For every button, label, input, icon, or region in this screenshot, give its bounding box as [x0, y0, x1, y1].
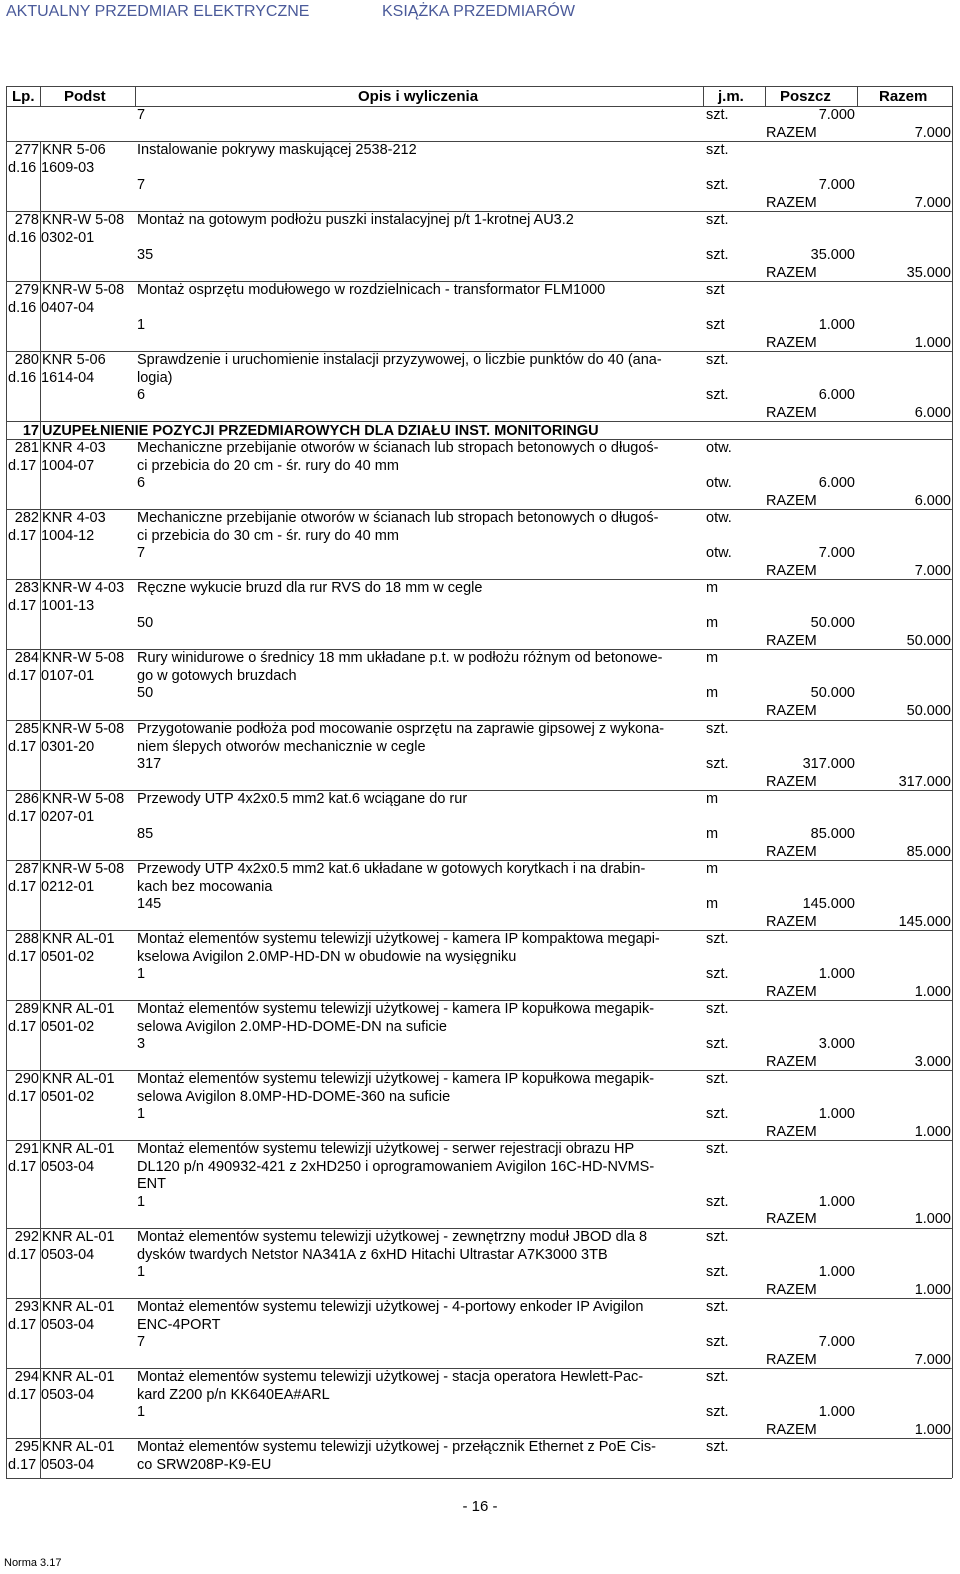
item-razem: 1.000: [914, 1421, 951, 1438]
item-razem: 35.000: [906, 264, 951, 281]
item-division: d.17: [8, 738, 37, 755]
item-division: d.17: [8, 948, 37, 965]
page-number: - 16 -: [462, 1498, 498, 1515]
item-description-line: kach bez mocowania: [137, 878, 273, 895]
item-description-line: Instalowanie pokrywy maskującej 2538-212: [137, 142, 417, 158]
item-lp: 289: [14, 1001, 39, 1017]
item-poszcz: 7.000: [818, 177, 855, 193]
item-unit: szt.: [706, 1071, 729, 1087]
item-description-line: logia): [137, 369, 173, 386]
razem-label: RAZEM: [766, 194, 817, 211]
item-description-line: Sprawdzenie i uruchomienie instalacji przyzywowej, o liczbie punktów do 40 (ana-: [137, 352, 662, 368]
item-basis-code: 0501-02: [41, 948, 95, 965]
item-basis-code: 0503-04: [41, 1386, 95, 1403]
item-division: d.17: [8, 457, 37, 474]
razem-label: RAZEM: [766, 843, 817, 860]
item-division: d.17: [8, 878, 37, 895]
item-razem: 3.000: [914, 1053, 951, 1070]
item-description-line: kselowa Avigilon 2.0MP-HD-DN w obudowie na wysięgniku: [137, 948, 517, 965]
item-poszcz: 3.000: [818, 1036, 855, 1052]
item-division: d.17: [8, 527, 37, 544]
item-division: d.16: [8, 299, 37, 316]
item-quantity: 317: [137, 756, 162, 772]
item-description-line: ENT: [137, 1176, 166, 1192]
item-description-line: Montaż elementów systemu telewizji użytkowej - stacja operatora Hewlett-Pac-: [137, 1369, 644, 1385]
column-header-2: Opis i wyliczenia: [358, 88, 479, 105]
item-basis-code: 0212-01: [41, 878, 95, 895]
item-quantity-unit: szt: [706, 317, 725, 333]
razem-label: RAZEM: [766, 702, 817, 719]
item-quantity: 50: [137, 615, 154, 631]
item-basis-code: 0407-04: [41, 299, 95, 316]
item-description-line: ci przebicia do 30 cm - śr. rury do 40 mm: [137, 527, 399, 544]
item-description-line: Montaż elementów systemu telewizji użytkowej - kamera IP kopułkowa megapik-: [137, 1001, 655, 1017]
item-description-line: ENC-4PORT: [137, 1316, 221, 1333]
item-basis: KNR AL-01: [42, 1141, 115, 1157]
item-description-line: Montaż elementów systemu telewizji użytkowej - kamera IP kopułkowa megapik-: [137, 1071, 655, 1087]
item-quantity-unit: m: [706, 896, 719, 912]
item-description-line: Przygotowanie podłoża pod mocowanie osprzętu na zaprawie gipsowej z wykona-: [137, 721, 665, 737]
item-basis-code: 1614-04: [41, 369, 95, 386]
item-lp: 278: [14, 212, 39, 228]
item-poszcz: 1.000: [818, 966, 855, 982]
section-number: 17: [22, 423, 39, 439]
item-quantity: 35: [137, 247, 154, 263]
item-unit: otw.: [706, 440, 732, 456]
item-division: d.17: [8, 1158, 37, 1175]
item-razem: 50.000: [906, 632, 951, 649]
item-description-line: niem ślepych otworów mechanicznie w cegle: [137, 738, 426, 755]
item-basis: KNR AL-01: [42, 931, 115, 947]
item-basis: KNR 4-03: [42, 440, 106, 456]
item-description-line: selowa Avigilon 2.0MP-HD-DOME-DN na suficie: [137, 1018, 447, 1035]
item-quantity: 1: [137, 317, 146, 333]
item-division: d.17: [8, 1088, 37, 1105]
item-lp: 279: [14, 282, 39, 298]
item-division: d.16: [8, 369, 37, 386]
razem-label: RAZEM: [766, 492, 817, 509]
item-poszcz: 6.000: [818, 387, 855, 403]
item-basis-code: 1001-13: [41, 597, 95, 614]
item-basis-code: 0503-04: [41, 1456, 95, 1473]
item-quantity-unit: otw.: [706, 475, 732, 491]
item-unit: otw.: [706, 510, 732, 526]
razem-label: RAZEM: [766, 632, 817, 649]
item-lp: 280: [14, 352, 39, 368]
item-division: d.17: [8, 1316, 37, 1333]
item-description-line: Mechaniczne przebijanie otworów w ścianach lub stropach betonowych o długoś-: [137, 510, 659, 526]
item-division: d.17: [8, 808, 37, 825]
item-lp: 292: [14, 1229, 39, 1245]
item-quantity-unit: szt.: [706, 1404, 729, 1420]
item-lp: 285: [14, 721, 39, 737]
item-description-line: selowa Avigilon 8.0MP-HD-DOME-360 na suficie: [137, 1088, 451, 1105]
razem-label: RAZEM: [766, 404, 817, 421]
item-lp: 281: [14, 440, 39, 456]
item-quantity: 7: [137, 1334, 146, 1350]
item-unit: m: [706, 650, 719, 666]
item-lp: 283: [14, 580, 39, 596]
item-description-line: ci przebicia do 20 cm - śr. rury do 40 mm: [137, 457, 399, 474]
column-header-1: Podst: [64, 88, 106, 105]
item-description-line: Przewody UTP 4x2x0.5 mm2 kat.6 układane w gotowych korytkach i na drabin-: [137, 861, 646, 877]
item-basis-code: 0501-02: [41, 1088, 95, 1105]
item-division: d.17: [8, 1386, 37, 1403]
column-header-0: Lp.: [12, 88, 35, 105]
item-poszcz: 317.000: [802, 756, 855, 772]
item-quantity-unit: otw.: [706, 545, 732, 561]
item-basis-code: 0503-04: [41, 1158, 95, 1175]
item-basis-code: 0301-20: [41, 738, 95, 755]
item-unit: szt.: [706, 142, 729, 158]
item-lp: 288: [14, 931, 39, 947]
item-unit: szt.: [706, 931, 729, 947]
item-poszcz: 1.000: [818, 1193, 855, 1210]
item-razem: 85.000: [906, 843, 951, 860]
item-description-line: Montaż elementów systemu telewizji użytkowej - przełącznik Ethernet z PoE Cis-: [137, 1439, 656, 1455]
item-basis: KNR-W 5-08: [42, 282, 125, 298]
item-poszcz: 1.000: [818, 1404, 855, 1420]
carry-unit: szt.: [706, 107, 729, 123]
column-separator: [40, 1140, 41, 1228]
item-quantity-unit: szt.: [706, 1334, 729, 1350]
item-unit: szt.: [706, 1299, 729, 1315]
item-basis-code: 0107-01: [41, 667, 95, 684]
row-separator: [6, 1478, 952, 1479]
item-division: d.17: [8, 597, 37, 614]
column-separator: [40, 86, 41, 106]
column-header-3: j.m.: [718, 88, 744, 105]
item-unit: szt.: [706, 212, 729, 228]
item-description-line: Montaż elementów systemu telewizji użytkowej - serwer rejestracji obrazu HP: [137, 1141, 635, 1157]
item-quantity-unit: szt.: [706, 247, 729, 263]
item-basis: KNR-W 5-08: [42, 721, 125, 737]
item-basis: KNR AL-01: [42, 1071, 115, 1087]
header-right: KSIĄŻKA PRZEDMIARÓW: [382, 3, 575, 20]
item-razem: 50.000: [906, 702, 951, 719]
item-razem: 7.000: [914, 194, 951, 211]
item-basis-code: 0503-04: [41, 1246, 95, 1263]
item-quantity-unit: szt.: [706, 966, 729, 982]
item-razem: 6.000: [914, 404, 951, 421]
item-division: d.17: [8, 1456, 37, 1473]
item-description-line: Rury winidurowe o średnicy 18 mm układane p.t. w podłożu różnym od betonowe-: [137, 650, 663, 666]
item-poszcz: 1.000: [818, 1106, 855, 1122]
item-basis: KNR-W 5-08: [42, 791, 125, 807]
item-razem: 317.000: [898, 773, 951, 790]
item-quantity-unit: m: [706, 615, 719, 631]
item-quantity: 6: [137, 387, 146, 403]
razem-label: RAZEM: [766, 913, 817, 930]
item-quantity: 6: [137, 475, 146, 491]
column-header-4: Poszcz: [780, 88, 831, 105]
item-poszcz: 6.000: [818, 475, 855, 491]
item-basis: KNR-W 5-08: [42, 861, 125, 877]
item-quantity: 3: [137, 1036, 146, 1052]
item-poszcz: 50.000: [810, 685, 855, 701]
item-basis-code: 1004-12: [41, 527, 95, 544]
razem-label: RAZEM: [766, 562, 817, 579]
item-basis: KNR 4-03: [42, 510, 106, 526]
item-unit: m: [706, 580, 719, 596]
razem-label: RAZEM: [766, 1123, 817, 1140]
item-unit: szt.: [706, 1439, 729, 1455]
item-description-line: kard Z200 p/n KK640EA#ARL: [137, 1386, 330, 1403]
item-basis-code: 0501-02: [41, 1018, 95, 1035]
carry-qty: 7: [137, 107, 146, 123]
column-separator: [703, 86, 704, 106]
item-razem: 6.000: [914, 492, 951, 509]
item-division: d.17: [8, 1246, 37, 1263]
item-poszcz: 7.000: [818, 1334, 855, 1350]
item-basis: KNR 5-06: [42, 142, 106, 158]
item-division: d.16: [8, 229, 37, 246]
item-razem: 1.000: [914, 334, 951, 351]
item-quantity-unit: szt.: [706, 1264, 729, 1280]
item-description-line: Montaż elementów systemu telewizji użytkowej - kamera IP kompaktowa megapi-: [137, 931, 660, 947]
item-quantity: 50: [137, 685, 154, 701]
razem-label: RAZEM: [766, 1281, 817, 1298]
item-razem: 1.000: [914, 1123, 951, 1140]
razem-label: RAZEM: [766, 1421, 817, 1438]
item-lp: 291: [14, 1141, 39, 1157]
item-description-line: co SRW208P-K9-EU: [137, 1456, 272, 1473]
section-title: UZUPEŁNIENIE POZYCJI PRZEDMIAROWYCH DLA DZIAŁU INST. MONITORINGU: [42, 423, 599, 439]
item-basis-code: 1004-07: [41, 457, 95, 474]
item-quantity: 7: [137, 545, 146, 561]
item-unit: szt: [706, 282, 725, 298]
item-basis-code: 0207-01: [41, 808, 95, 825]
item-unit: szt.: [706, 1369, 729, 1385]
razem-label: RAZEM: [766, 124, 817, 141]
item-quantity-unit: szt.: [706, 756, 729, 772]
razem-label: RAZEM: [766, 264, 817, 281]
item-quantity: 1: [137, 1106, 146, 1122]
item-poszcz: 35.000: [810, 247, 855, 263]
item-razem: 1.000: [914, 1281, 951, 1298]
item-description-line: go w gotowych bruzdach: [137, 667, 297, 684]
item-description-line: Przewody UTP 4x2x0.5 mm2 kat.6 wciągane do rur: [137, 791, 468, 807]
column-header-5: Razem: [879, 88, 928, 105]
item-description-line: Mechaniczne przebijanie otworów w ścianach lub stropach betonowych o długoś-: [137, 440, 659, 456]
razem-label: RAZEM: [766, 983, 817, 1000]
item-basis: KNR AL-01: [42, 1001, 115, 1017]
item-quantity-unit: szt.: [706, 1106, 729, 1122]
item-division: d.17: [8, 1018, 37, 1035]
item-description-line: dysków twardych Netstor NA341A z 6xHD Hitachi Ultrastar A7K3000 3TB: [137, 1246, 608, 1263]
item-quantity-unit: m: [706, 826, 719, 842]
column-separator: [765, 86, 766, 106]
item-lp: 284: [14, 650, 39, 666]
item-quantity: 1: [137, 966, 146, 982]
item-quantity-unit: szt.: [706, 387, 729, 403]
item-razem: 7.000: [914, 1351, 951, 1368]
item-lp: 294: [14, 1369, 39, 1385]
item-basis: KNR-W 5-08: [42, 212, 125, 228]
column-separator: [40, 421, 41, 439]
item-quantity-unit: szt.: [706, 1036, 729, 1052]
item-quantity: 85: [137, 826, 154, 842]
item-description-line: Montaż elementów systemu telewizji użytkowej - 4-portowy enkoder IP Avigilon: [137, 1299, 644, 1315]
row-separator: [6, 106, 952, 107]
item-poszcz: 1.000: [818, 1264, 855, 1280]
item-quantity: 1: [137, 1264, 146, 1280]
column-separator: [6, 86, 7, 1478]
razem-label: RAZEM: [766, 773, 817, 790]
item-description-line: DL120 p/n 490932-421 z 2xHD250 i oprogramowaniem Avigilon 16C-HD-NVMS-: [137, 1158, 655, 1175]
footer-norma: Norma 3.17: [4, 1557, 62, 1569]
item-unit: szt.: [706, 1001, 729, 1017]
item-poszcz: 50.000: [810, 615, 855, 631]
item-lp: 295: [14, 1439, 39, 1455]
item-description-line: Montaż na gotowym podłożu puszki instalacyjnej p/t 1-krotnej AU3.2: [137, 212, 574, 228]
item-lp: 282: [14, 510, 39, 526]
item-unit: m: [706, 861, 719, 877]
item-quantity-unit: m: [706, 685, 719, 701]
item-poszcz: 85.000: [810, 826, 855, 842]
item-quantity: 7: [137, 177, 146, 193]
razem-label: RAZEM: [766, 1211, 817, 1227]
item-unit: szt.: [706, 1229, 729, 1245]
item-lp: 287: [14, 861, 39, 877]
item-basis-code: 1609-03: [41, 159, 95, 176]
column-separator: [857, 86, 858, 106]
item-description-line: Ręczne wykucie bruzd dla rur RVS do 18 mm w cegle: [137, 580, 483, 596]
item-basis: KNR AL-01: [42, 1439, 115, 1455]
item-poszcz: 7.000: [818, 545, 855, 561]
column-separator: [135, 86, 136, 106]
item-lp: 277: [14, 142, 39, 158]
item-lp: 293: [14, 1299, 39, 1315]
carry-poszcz: 7.000: [818, 107, 855, 123]
item-quantity-unit: szt.: [706, 177, 729, 193]
item-quantity-unit: szt.: [706, 1193, 729, 1210]
razem-label: RAZEM: [766, 1053, 817, 1070]
item-basis: KNR-W 5-08: [42, 650, 125, 666]
item-division: d.16: [8, 159, 37, 176]
carry-razem: 7.000: [914, 124, 951, 141]
item-unit: szt.: [706, 352, 729, 368]
razem-label: RAZEM: [766, 334, 817, 351]
item-basis-code: 0503-04: [41, 1316, 95, 1333]
item-basis: KNR-W 4-03: [42, 580, 125, 596]
item-basis: KNR AL-01: [42, 1229, 115, 1245]
item-poszcz: 1.000: [818, 317, 855, 333]
item-razem: 1.000: [914, 1211, 951, 1227]
item-razem: 7.000: [914, 562, 951, 579]
item-unit: m: [706, 791, 719, 807]
item-lp: 290: [14, 1071, 39, 1087]
item-description-line: Montaż elementów systemu telewizji użytkowej - zewnętrzny moduł JBOD dla 8: [137, 1229, 648, 1245]
item-unit: szt.: [706, 721, 729, 737]
item-basis: KNR AL-01: [42, 1299, 115, 1315]
column-separator: [952, 86, 953, 1478]
header-left: AKTUALNY PRZEDMIAR ELEKTRYCZNE: [6, 3, 310, 20]
item-lp: 286: [14, 791, 39, 807]
item-razem: 145.000: [898, 913, 951, 930]
item-basis: KNR AL-01: [42, 1369, 115, 1385]
item-unit: szt.: [706, 1141, 729, 1157]
item-quantity: 145: [137, 896, 162, 912]
razem-label: RAZEM: [766, 1351, 817, 1368]
item-quantity: 1: [137, 1404, 146, 1420]
item-basis: KNR 5-06: [42, 352, 106, 368]
item-description-line: Montaż osprzętu modułowego w rozdzielnicach - transformator FLM1000: [137, 282, 606, 298]
item-basis-code: 0302-01: [41, 229, 95, 246]
item-razem: 1.000: [914, 983, 951, 1000]
item-quantity: 1: [137, 1193, 146, 1210]
item-poszcz: 145.000: [802, 896, 855, 912]
item-division: d.17: [8, 667, 37, 684]
